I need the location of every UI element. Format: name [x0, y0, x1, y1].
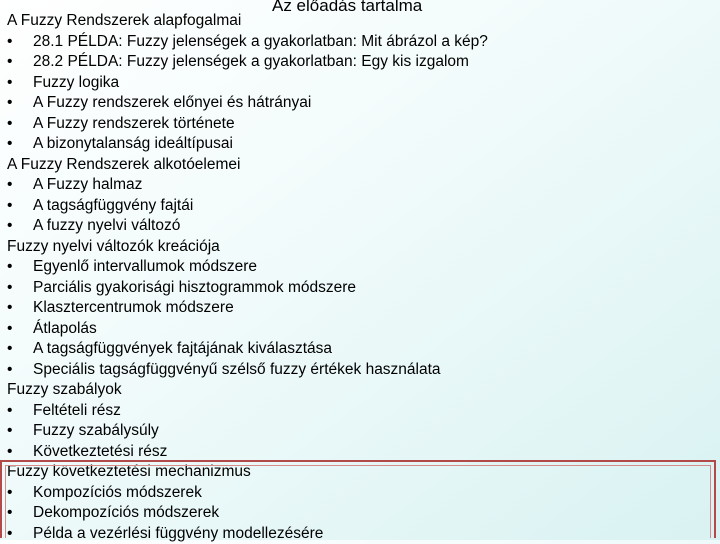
list-item-text: A tagságfüggvények fajtájának kiválasztása [33, 340, 332, 357]
list-item-text: Feltételi rész [33, 402, 121, 419]
bullet-icon: • [7, 32, 33, 53]
bullet-icon: • [7, 360, 33, 381]
list-item [7, 483, 717, 504]
bullet-icon: • [7, 257, 33, 278]
list-item-text: Speciális tagságfüggvényű szélső fuzzy értékek használata [33, 361, 441, 378]
list-item-text: Parciális gyakorisági hisztogrammok módszere [33, 279, 356, 296]
list-item-text: A fuzzy nyelvi változó [33, 217, 180, 234]
section-heading: Fuzzy nyelvi változók kreációja [7, 237, 717, 258]
bullet-icon: • [7, 73, 33, 94]
slide-title: Az előadás tartalma [272, 0, 422, 16]
list-item [7, 298, 717, 319]
bullet-icon: • [7, 93, 33, 114]
bullet-icon: • [7, 524, 33, 544]
list-item [7, 257, 717, 278]
list-item [7, 175, 717, 196]
list-item [7, 421, 717, 442]
bullet-icon: • [7, 114, 33, 135]
bullet-icon: • [7, 298, 33, 319]
list-item-text: Dekompozíciós módszerek [33, 504, 219, 521]
section-heading: Fuzzy szabályok [7, 380, 717, 401]
list-item-text: A tagságfüggvény fajtái [33, 197, 193, 214]
bullet-icon: • [7, 278, 33, 299]
list-item-text: A bizonytalanság ideáltípusai [33, 135, 233, 152]
bullet-icon: • [7, 339, 33, 360]
list-item [7, 196, 717, 217]
section-heading: A Fuzzy Rendszerek alapfogalmai [7, 11, 717, 32]
list-item-text: Átlapolás [33, 320, 97, 337]
list-item-text: Kompozíciós módszerek [33, 484, 202, 501]
list-item-text: A Fuzzy rendszerek előnyei és hátrányai [33, 94, 311, 111]
bullet-icon: • [7, 442, 33, 463]
bullet-icon: • [7, 196, 33, 217]
list-item-text: Példa a vezérlési függvény modellezésére [33, 525, 323, 542]
list-item [7, 503, 717, 524]
section-heading: Fuzzy következtetési mechanizmus [7, 462, 717, 483]
list-item-text: Klasztercentrumok módszere [33, 299, 234, 316]
list-item [7, 401, 717, 422]
list-item [7, 52, 717, 73]
bullet-icon: • [7, 216, 33, 237]
list-item [7, 216, 717, 237]
list-item-text: 28.2 PÉLDA: Fuzzy jelenségek a gyakorlatban: Egy kis izgalom [33, 53, 469, 70]
list-item-text: Fuzzy szabálysúly [33, 422, 159, 439]
list-item [7, 93, 717, 114]
list-item-text: Következtetési rész [33, 443, 167, 460]
list-item [7, 114, 717, 135]
list-item [7, 319, 717, 340]
bullet-icon: • [7, 401, 33, 422]
list-item [7, 442, 717, 463]
list-item-text: A Fuzzy halmaz [33, 176, 142, 193]
list-item-text: 28.1 PÉLDA: Fuzzy jelenségek a gyakorlatban: Mit ábrázol a kép? [33, 33, 488, 50]
outline [7, 11, 717, 544]
bullet-icon: • [7, 503, 33, 524]
list-item [7, 32, 717, 53]
list-item [7, 360, 717, 381]
list-item-text: Egyenlő intervallumok módszere [33, 258, 257, 275]
section-heading: A Fuzzy Rendszerek alkotóelemei [7, 155, 717, 176]
list-item [7, 524, 717, 544]
list-item [7, 134, 717, 155]
list-item [7, 339, 717, 360]
list-item-text: Fuzzy logika [33, 74, 119, 91]
bullet-icon: • [7, 483, 33, 504]
list-item-text: A Fuzzy rendszerek története [33, 115, 235, 132]
list-item [7, 278, 717, 299]
list-item [7, 73, 717, 94]
bullet-icon: • [7, 319, 33, 340]
bullet-icon: • [7, 421, 33, 442]
bullet-icon: • [7, 134, 33, 155]
bullet-icon: • [7, 52, 33, 73]
bullet-icon: • [7, 175, 33, 196]
